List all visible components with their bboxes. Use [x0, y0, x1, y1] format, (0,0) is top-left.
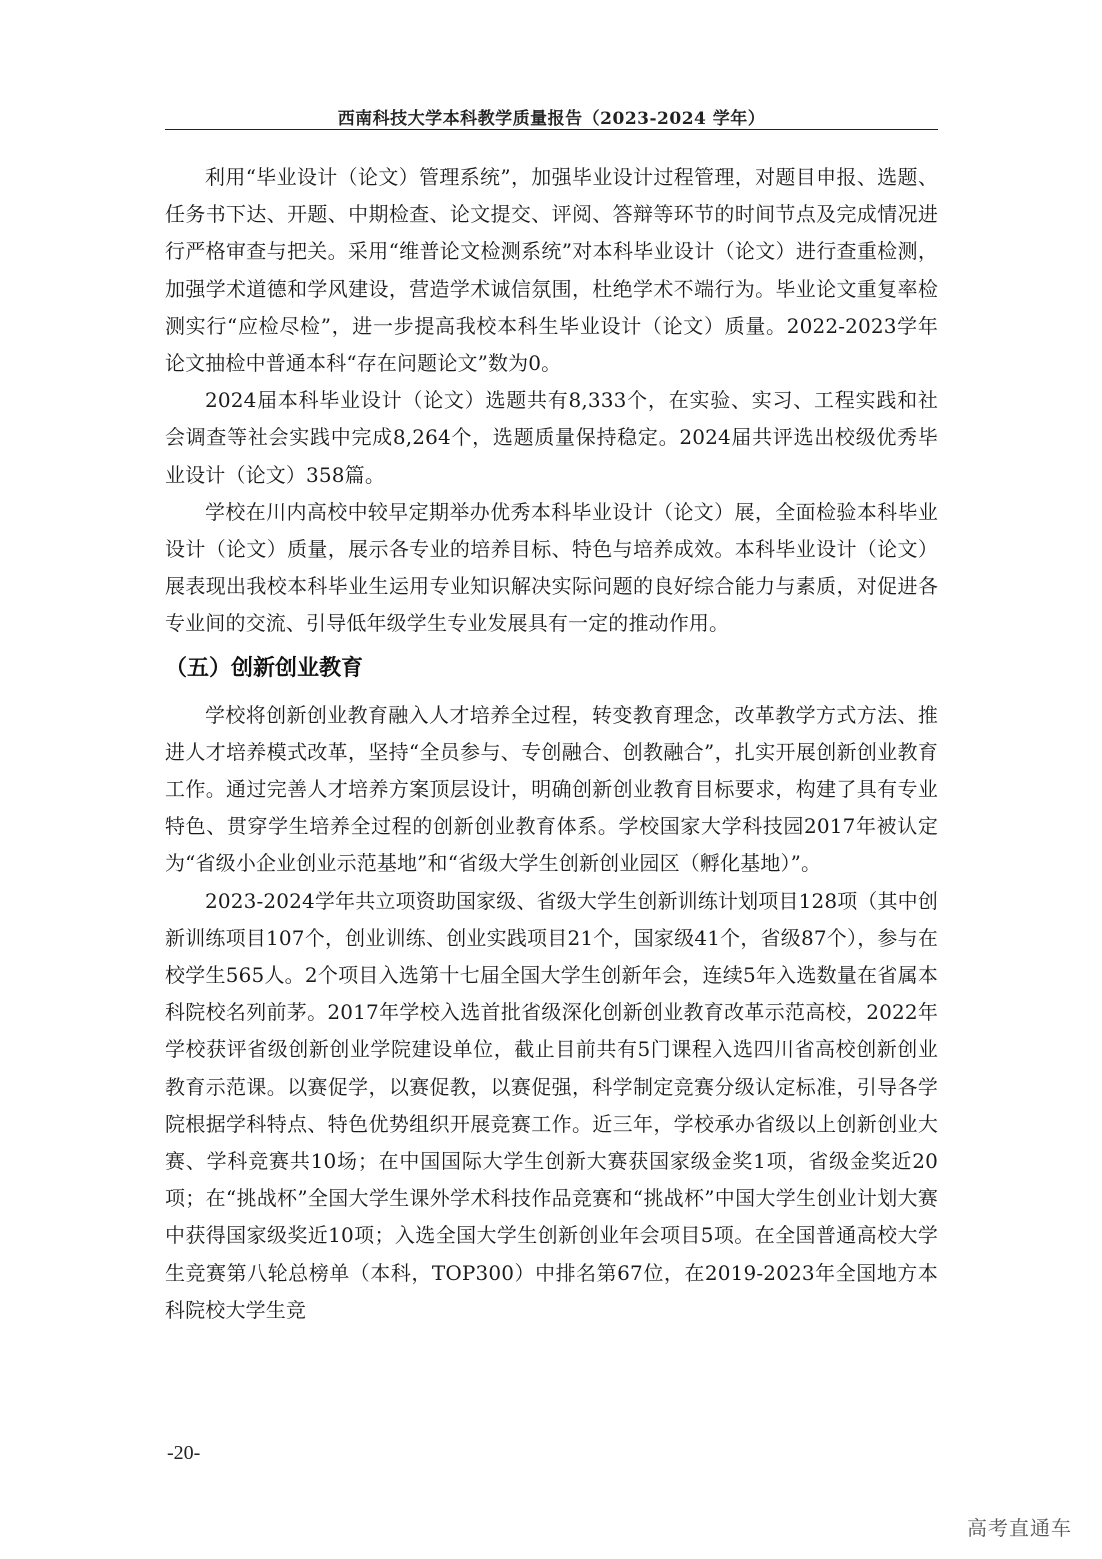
paragraph-thesis-exhibition: 学校在川内高校中较早定期举办优秀本科毕业设计（论文）展，全面检验本科毕业设计（论文）质量，展示各专业的培养目标、特色与培养成效。本科毕业设计（论文）展表现出我校本科毕业生运用专业知识解决实际问题的良好综合能力与素质，对促进各专业间的交流、引导低年级学生专业发展具有一定的推动作用。	[165, 499, 938, 636]
page-body	[165, 159, 938, 1329]
page-header-title: 西南科技大学本科教学质量报告（2023-2024 学年）	[337, 109, 766, 129]
watermark-text: 高考直通车	[967, 1516, 1072, 1540]
paragraph-innovation-education: 学校将创新创业教育融入人才培养全过程，转变教育理念，改革教学方式方法、推进人才培养模式改革，坚持“全员参与、专创融合、创教融合”，扎实开展创新创业教育工作。通过完善人才培养方案顶层设计，明确创新创业教育目标要求，构建了具有专业特色、贯穿学生培养全过程的创新创业教育体系。学校国家大学科技园2017年被认定为“省级小企业创业示范基地”和“省级大学生创新创业园区（孵化基地）”。	[165, 702, 938, 876]
page-number: -20-	[167, 1442, 201, 1464]
section-heading: （五）创新创业教育	[165, 655, 364, 681]
paragraph-innovation-projects: 2023-2024学年共立项资助国家级、省级大学生创新训练计划项目128项（其中创新训练项目107个，创业训练、创业实践项目21个，国家级41个，省级87个），参与在校学生565人。2个项目入选第十七届全国大学生创新年会，连续5年入选数量在省属本科院校名列前茅。2017年学校入选首批省级深化创新创业教育改革示范高校，2022年学校获评省级创新创业学院建设单位，截止目前共有5门课程入选四川省高校创新创业教育示范课。以赛促学，以赛促教，以赛促强，科学制定竞赛分级认定标准，引导各学院根据学科特点、特色优势组织开展竞赛工作。近三年，学校承办省级以上创新创业大赛、学科竞赛共10场；在中国国际大学生创新大赛获国家级金奖1项，省级金奖近20项；在“挑战杯”全国大学生课外学术科技作品竞赛和“挑战杯”中国大学生创业计划大赛中获得国家级奖近10项；入选全国大学生创新创业年会项目5项。在全国普通高校大学生竞赛第八轮总榜单（本科，TOP300）中排名第67位，在2019-2023年全国地方本科院校大学生竞	[165, 888, 938, 1322]
paragraph-thesis-topics: 2024届本科毕业设计（论文）选题共有8,333个，在实验、实习、工程实践和社会调查等社会实践中完成8,264个，选题质量保持稳定。2024届共评选出校级优秀毕业设计（论文）358篇。	[165, 388, 938, 487]
header-divider	[165, 129, 938, 130]
paragraph-thesis-management: 利用“毕业设计（论文）管理系统”，加强毕业设计过程管理，对题目申报、选题、任务书下达、开题、中期检查、论文提交、评阅、答辩等环节的时间节点及完成情况进行严格审查与把关。采用“维普论文检测系统”对本科毕业设计（论文）进行查重检测，加强学术道德和学风建设，营造学术诚信氛围，杜绝学术不端行为。毕业论文重复率检测实行“应检尽检”，进一步提高我校本科生毕业设计（论文）质量。2022-2023学年论文抽检中普通本科“存在问题论文”数为0。	[165, 165, 938, 376]
